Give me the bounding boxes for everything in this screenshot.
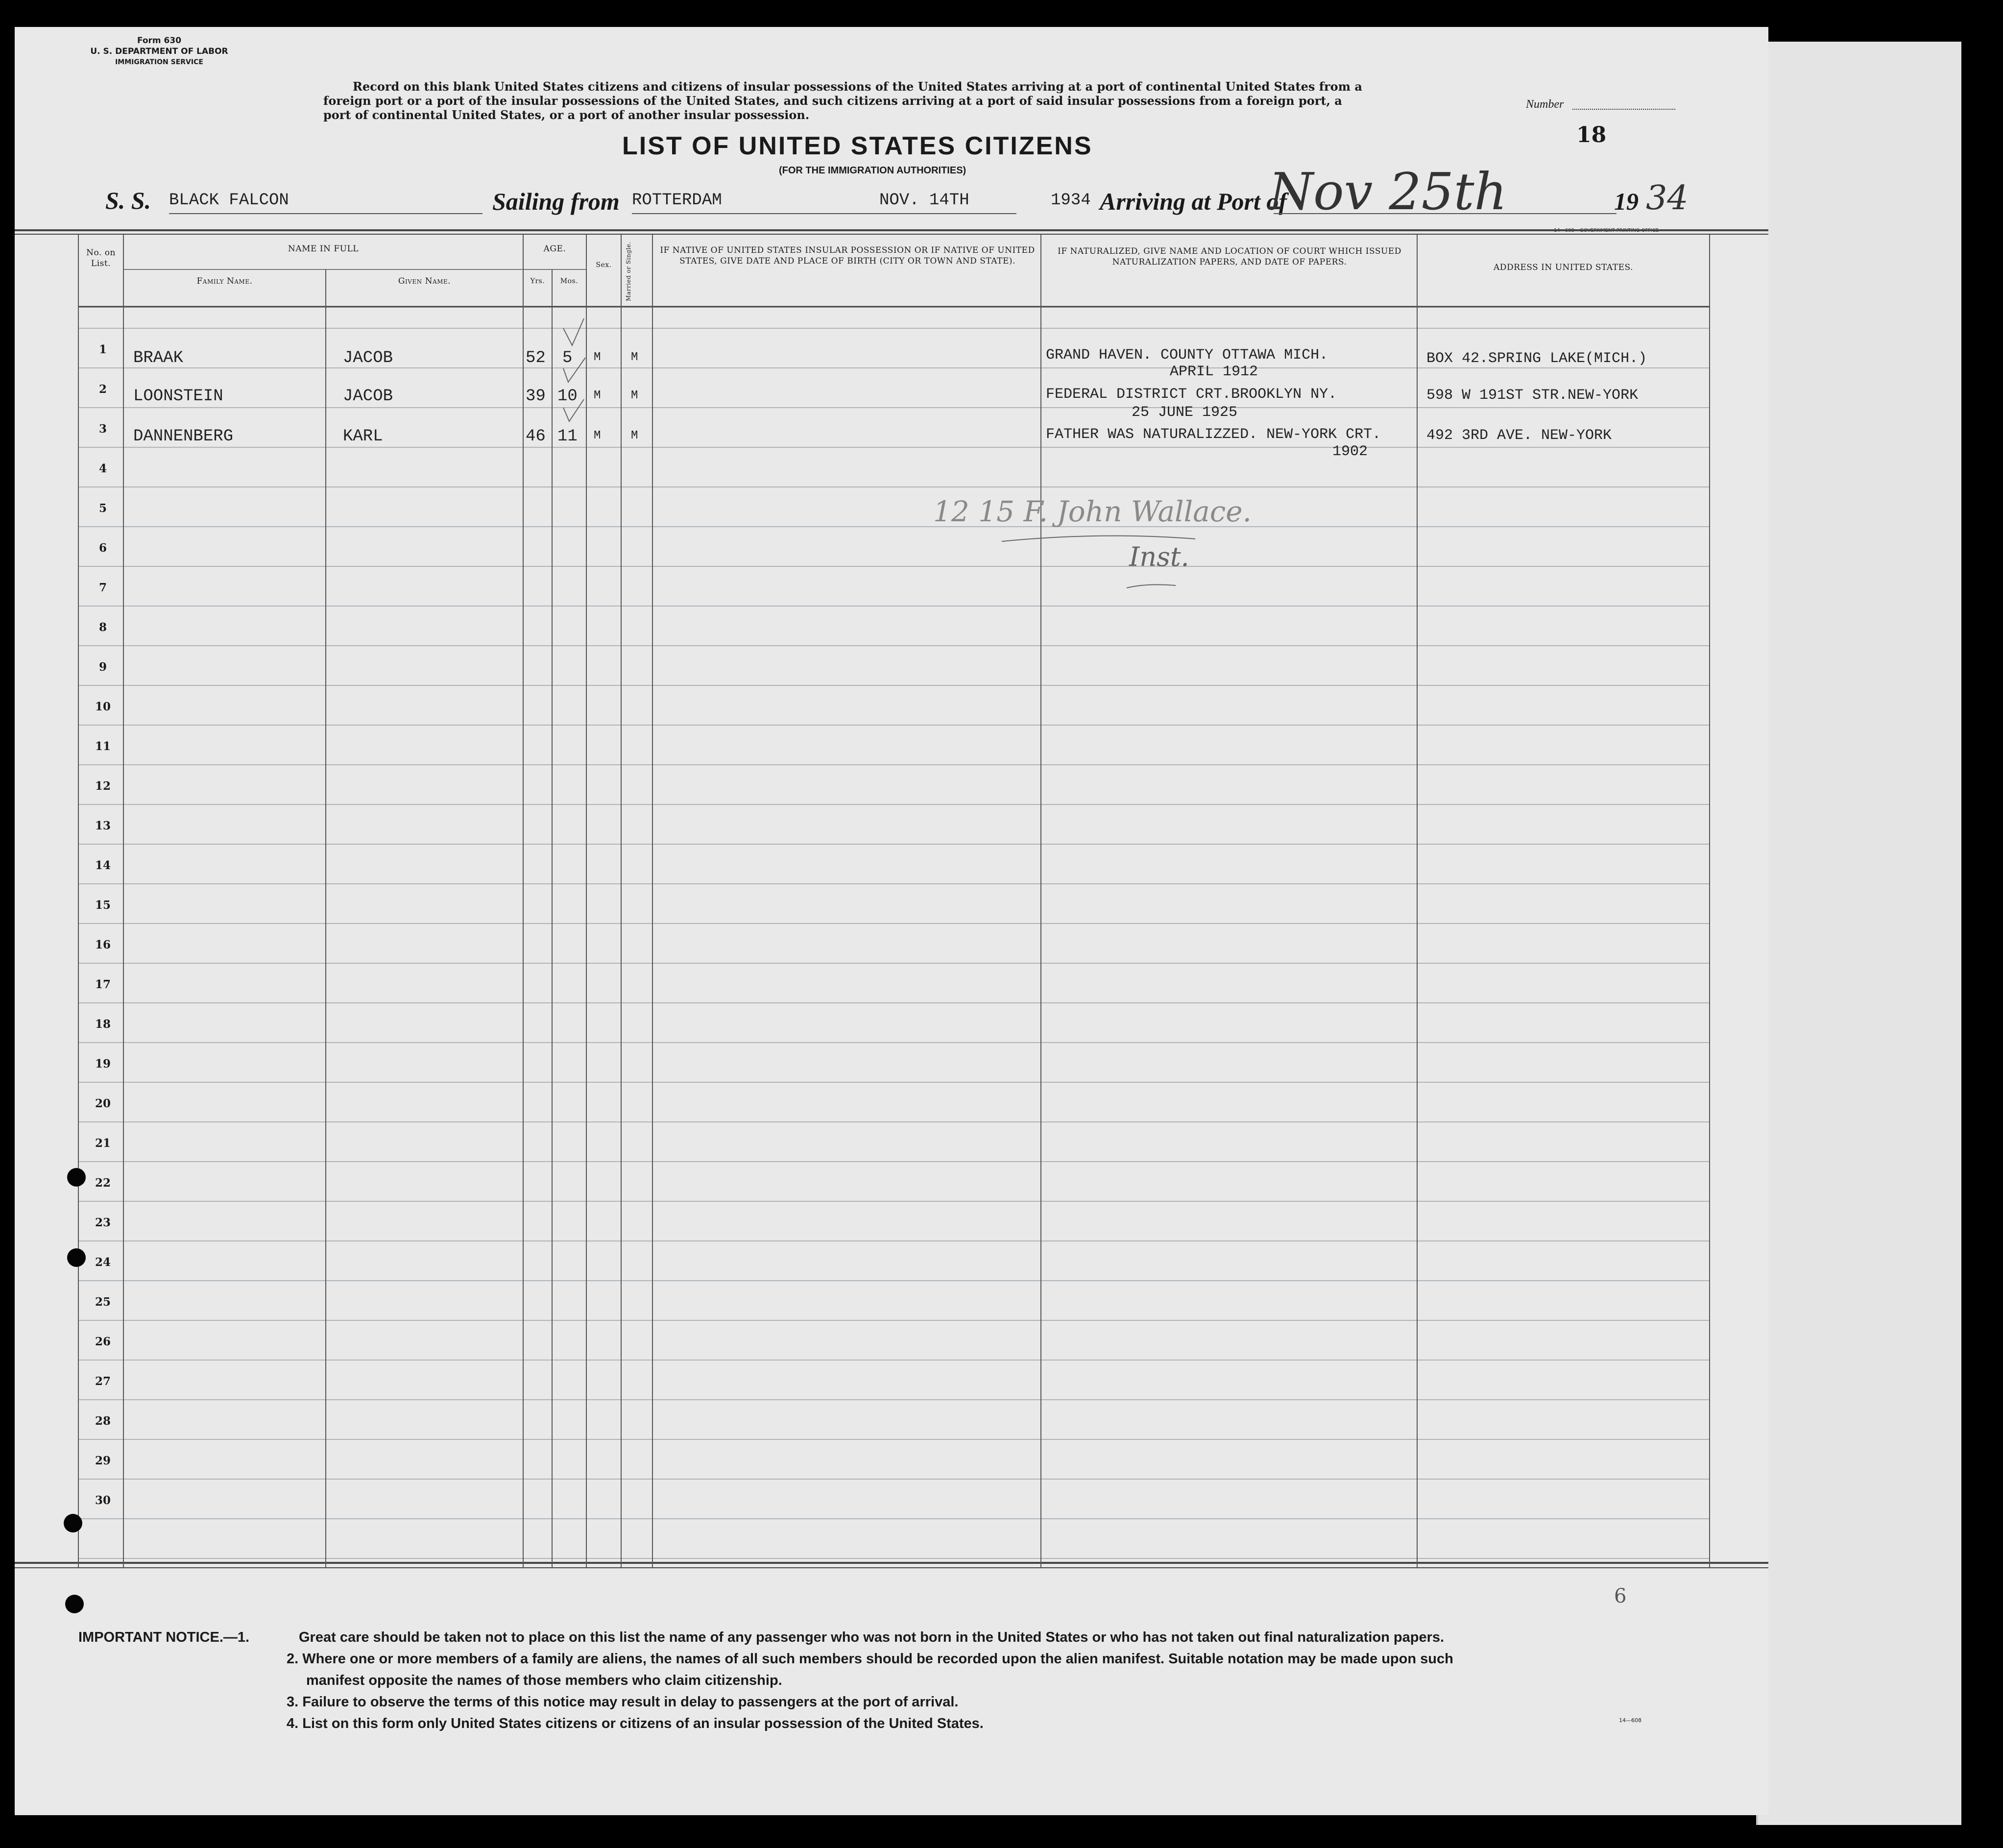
given-name: JACOB xyxy=(343,387,393,406)
intro-line-1: Record on this blank United States citizens and citizens of insular possessions of the United States arriving at a port of continental United States from a xyxy=(353,79,1362,94)
naturalization-court: FATHER WAS NATURALIZZED. NEW-YORK CRT. xyxy=(1046,426,1381,443)
sailing-label: Sailing from xyxy=(492,188,620,215)
col-naturalized: IF NATURALIZED, GIVE NAME AND LOCATION OF COURT WHICH ISSUED NATURALIZATION PAPERS, AND DATE OF PAPERS. xyxy=(1058,246,1401,267)
family-name: DANNENBERG xyxy=(133,427,234,446)
print-code-top: 14—608 xyxy=(1554,228,1574,233)
age-years: 39 xyxy=(526,387,546,406)
notice-item-2: 2. Where one or more members of a family are aliens, the names of all such members should be recorded upon the alien manifest. Suitable notation may be made upon such xyxy=(287,1651,1453,1667)
col-mos: Mos. xyxy=(560,277,579,285)
row-number: 16 xyxy=(95,938,111,951)
print-code-bottom: 14—608 xyxy=(1619,1717,1641,1724)
naturalization-court: GRAND HAVEN. COUNTY OTTAWA MICH. xyxy=(1046,347,1328,364)
intro-line-2: foreign port or a port of the insular possessions of the United States, and such citizens arriving at a port of said insular possessions from a foreign port, a xyxy=(323,94,1342,108)
col-given-name: Given Name. xyxy=(398,276,451,286)
row-number: 27 xyxy=(95,1375,111,1388)
sailing-date: NOV. 14TH xyxy=(879,191,969,210)
row-number: 20 xyxy=(95,1097,111,1110)
page-number: 6 xyxy=(1614,1585,1627,1607)
col-married: Married or Single. xyxy=(625,242,632,301)
notice-heading: IMPORTANT NOTICE.—1. xyxy=(78,1629,250,1645)
row-number: 15 xyxy=(95,899,111,912)
row-number: 25 xyxy=(95,1295,111,1309)
number-label: Number xyxy=(1526,98,1564,111)
us-address: 598 W 191ST STR.NEW-YORK xyxy=(1426,387,1639,404)
port-from: ROTTERDAM xyxy=(632,191,722,210)
handwritten-initials: Inst. xyxy=(1129,541,1189,572)
us-address: BOX 42.SPRING LAKE(MICH.) xyxy=(1426,350,1647,367)
col-no: No. on List. xyxy=(86,248,116,268)
sex: M xyxy=(594,429,601,442)
row-number: 21 xyxy=(95,1137,111,1150)
row-number: 5 xyxy=(98,502,107,515)
row-number: 18 xyxy=(95,1018,111,1031)
print-office: GOVERNMENT PRINTING OFFICE xyxy=(1580,228,1659,233)
col-address: ADDRESS IN UNITED STATES. xyxy=(1494,263,1633,272)
naturalization-date: 25 JUNE 1925 xyxy=(1132,404,1238,421)
form-subtitle: (FOR THE IMMIGRATION AUTHORITIES) xyxy=(779,165,966,176)
row-number: 4 xyxy=(98,462,107,475)
row-number: 8 xyxy=(98,621,107,634)
row-number: 28 xyxy=(95,1414,111,1428)
family-name: LOONSTEIN xyxy=(133,387,223,406)
form-number: Form 630 xyxy=(137,36,182,46)
row-number: 17 xyxy=(95,978,111,991)
intro-line-3: port of continental United States, or a port of another insular possession. xyxy=(323,108,810,122)
row-number: 29 xyxy=(95,1454,111,1467)
important-notice xyxy=(78,1627,1744,1734)
col-sex: Sex. xyxy=(596,261,612,269)
sheet-number: 18 xyxy=(1576,122,1607,147)
given-name: KARL xyxy=(343,427,383,446)
married-status: M xyxy=(631,389,638,402)
arrival-year-handwritten: 34 xyxy=(1646,179,1689,218)
row-number: 13 xyxy=(95,819,111,832)
row-number: 14 xyxy=(95,859,111,872)
ship-name: BLACK FALCON xyxy=(169,191,289,210)
col-yrs: Yrs. xyxy=(530,277,545,285)
age-years: 46 xyxy=(526,427,546,446)
handwritten-annotation: 12 15 F. John Wallace. xyxy=(933,495,1252,528)
naturalization-date: 1902 xyxy=(1332,443,1368,460)
row-number: 3 xyxy=(98,422,107,436)
department-name: U. S. DEPARTMENT OF LABOR xyxy=(90,47,228,56)
sex: M xyxy=(594,389,601,402)
naturalization-court: FEDERAL DISTRICT CRT.BROOKLYN NY. xyxy=(1046,386,1337,403)
row-number: 9 xyxy=(98,660,107,674)
row-number: 6 xyxy=(98,541,107,555)
row-number: 26 xyxy=(95,1335,111,1348)
year-prefix: 19 xyxy=(1614,188,1639,215)
married-status: M xyxy=(631,351,638,364)
col-native: IF NATIVE OF UNITED STATES INSULAR POSSESSION OR IF NATIVE OF UNITED STATES, GIVE DATE AND PLACE OF BIRTH (CITY OR TOWN AND STATE). xyxy=(660,245,1035,266)
notice-item-4: 4. List on this form only United States citizens or citizens of an insular possession of the United States. xyxy=(287,1716,984,1731)
given-name: JACOB xyxy=(343,349,393,367)
family-name: BRAAK xyxy=(133,349,184,367)
punch-hole xyxy=(67,1248,86,1267)
col-age: AGE. xyxy=(543,244,566,254)
married-status: M xyxy=(631,429,638,442)
row-number: 19 xyxy=(95,1057,111,1070)
punch-hole xyxy=(67,1168,86,1187)
row-number: 10 xyxy=(95,700,111,713)
notice-item-3: 3. Failure to observe the terms of this notice may result in delay to passengers at the port of arrival. xyxy=(287,1694,959,1710)
age-months: 5 xyxy=(562,349,573,367)
age-years: 52 xyxy=(526,349,546,367)
notice-item-1: Great care should be taken not to place on this list the name of any passenger who was not born in the United States or who has not taken out final naturalization papers. xyxy=(299,1629,1445,1645)
row-number: 1 xyxy=(98,343,107,356)
age-months: 10 xyxy=(557,387,578,406)
service-name: IMMIGRATION SERVICE xyxy=(115,58,203,66)
naturalization-date: APRIL 1912 xyxy=(1170,364,1258,380)
row-number: 22 xyxy=(95,1176,111,1190)
row-number: 11 xyxy=(95,740,111,753)
row-number: 2 xyxy=(98,383,107,396)
sailing-year: 1934 xyxy=(1051,191,1091,210)
row-number: 23 xyxy=(95,1216,111,1229)
row-number: 30 xyxy=(95,1494,111,1507)
arrival-date-handwritten: Nov 25th xyxy=(1269,162,1507,221)
notice-item-2-cont: manifest opposite the names of those members who claim citizenship. xyxy=(306,1673,782,1688)
row-number: 12 xyxy=(95,779,111,793)
us-address: 492 3RD AVE. NEW-YORK xyxy=(1426,427,1612,444)
arriving-label: Arriving at Port of xyxy=(1100,188,1287,215)
col-name-in-full: NAME IN FULL xyxy=(288,244,359,254)
row-number: 24 xyxy=(95,1256,111,1269)
punch-hole xyxy=(65,1595,84,1613)
age-months: 11 xyxy=(557,427,578,446)
ss-label: S. S. xyxy=(105,187,151,214)
row-number: 7 xyxy=(98,581,107,594)
form-title: LIST OF UNITED STATES CITIZENS xyxy=(622,132,1093,160)
sex: M xyxy=(594,351,601,364)
col-family-name: Family Name. xyxy=(196,276,253,286)
punch-hole xyxy=(64,1514,82,1532)
